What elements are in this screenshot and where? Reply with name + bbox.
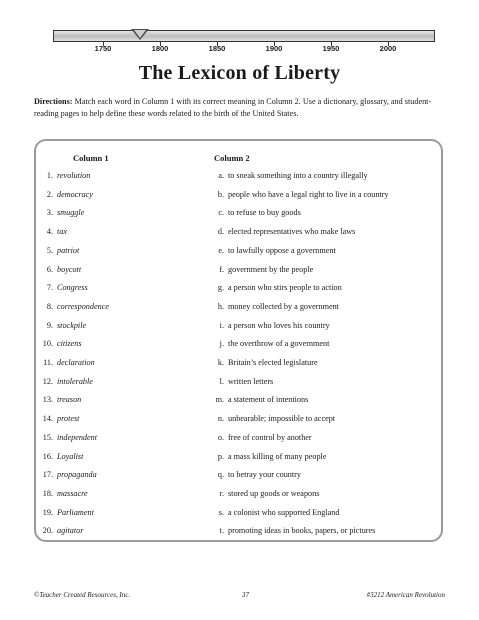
column1-item-number: 17. [42,470,53,480]
column2-item-definition: a person who stirs people to action [228,283,342,293]
column1-item [34,208,84,217]
column1-item [34,414,79,423]
column1-item-number: 18. [42,488,53,498]
column1-item-number: 16. [42,451,53,461]
column1-item [34,470,97,479]
column1-item [34,321,86,330]
timeline-year: 2000 [379,44,397,53]
column2-item-letter: n. [217,414,224,424]
column2-item [210,452,326,461]
column2-item-letter: i. [219,320,224,330]
column2-item-letter: h. [217,301,224,311]
directions-label: Directions: [34,97,73,106]
column2-item [210,339,329,348]
column1-item-word: massacre [57,488,88,498]
column1-item-number: 13. [42,395,53,405]
column2-item [210,246,336,255]
column1-item [34,339,82,348]
column1-item-word: protest [57,414,80,424]
column2-item-letter: g. [217,283,224,293]
column1-item-word: democracy [57,189,93,199]
timeline-bar [53,30,435,42]
column2-item [210,302,339,311]
column1-item [34,526,83,535]
footer [34,591,445,603]
column1-item-word: independent [57,432,98,442]
timeline-year: 1900 [265,44,283,53]
column1-item [34,246,79,255]
column2-item [210,227,355,236]
footer-publisher: ©Teacher Created Resources, Inc. [34,591,131,599]
column1-item-word: propaganda [57,470,97,480]
column2-item-definition: free of control by another [228,432,312,442]
column1-item [34,377,93,386]
timeline-year: 1800 [151,44,169,53]
directions-text: Match each word in Column 1 with its correct meaning in Column 2. Use a dictionary, glossary, and student-reading pages to help define these words related to the birth of the United States. [34,97,432,118]
column2-item [210,358,318,367]
column2-item-letter: o. [217,432,224,442]
column2-item [210,377,273,386]
column2-item-definition: to betray your country [228,470,301,480]
column2-item-definition: people who have a legal right to live in a country [228,189,389,199]
column2-item-definition: to sneak something into a country illegally [228,171,368,180]
column1-item [34,190,93,199]
column2-item-definition: elected representatives who make laws [228,227,356,237]
column2-item-definition: to lawfully oppose a government [228,245,336,255]
column1-item [34,302,109,311]
column1-item [34,452,83,461]
column2-item [210,489,319,498]
column1-item-number: 3. [46,208,53,218]
column2-item-letter: b. [217,189,224,199]
column1-item-number: 19. [42,507,53,517]
column2-item-letter: d. [217,227,224,237]
column2-item-definition: to refuse to buy goods [228,208,301,218]
column2-item [210,265,313,274]
column2-item [210,508,339,517]
column2-item [210,470,301,479]
column1-item-word: Loyalist [57,451,84,461]
column2-item-letter: c. [218,208,224,218]
column2-item-definition: a mass killing of many people [228,451,327,461]
column2-item-definition: unbearable; impossible to accept [228,414,336,424]
column1-item [34,227,67,236]
column2-item-definition: money collected by a government [228,301,339,311]
column1-item [34,265,81,274]
column1-item-number: 8. [46,301,53,311]
column2-item [210,526,375,535]
column1-heading: Column 1 [73,153,109,163]
column1-item-number: 15. [42,432,53,442]
timeline [53,30,435,54]
column1-item-number: 20. [42,526,53,536]
column2-item-letter: a. [218,171,224,180]
column2-heading: Column 2 [214,153,250,163]
column2-item-definition: a statement of intentions [228,395,309,405]
column2-item [210,190,389,199]
column2-item-definition: stored up goods or weapons [228,488,320,498]
column2-item-definition: Britain’s elected legislature [228,358,318,367]
column1-item-word: treason [57,395,82,405]
column1-item-word: intolerable [57,376,93,386]
column1-item [34,508,94,517]
column1-item [34,489,88,498]
column2-item [210,395,308,404]
column1-item-number: 7. [46,283,53,293]
column2-item [210,321,330,330]
column1-item-number: 1. [46,171,53,180]
column2-item-definition: written letters [228,376,274,386]
column1-item-number: 2. [46,189,53,199]
column2-item-letter: m. [215,395,224,405]
column2-item [210,414,335,423]
column2-item-letter: r. [219,488,224,498]
column1-item-number: 11. [43,358,53,367]
directions [34,96,454,120]
column1-item-number: 14. [42,414,53,424]
column1-item [34,395,81,404]
column2-item [210,208,301,217]
column2-item-letter: j. [219,339,224,349]
timeline-year: 1950 [322,44,340,53]
column2-item-definition: government by the people [228,264,314,274]
timeline-year: 1750 [94,44,112,53]
column1-item [34,171,90,180]
column2-item-definition: a colonist who supported England [228,507,340,517]
column2-item-letter: p. [217,451,224,461]
column1-item-word: tax [57,227,68,237]
column1-item-word: revolution [57,171,91,180]
column1-item-number: 5. [46,245,53,255]
column2-item [210,433,312,442]
column2-item-letter: k. [217,358,224,367]
timeline-year: 1850 [208,44,226,53]
column1-item-number: 4. [46,227,53,237]
column2-item-definition: promoting ideas in books, papers, or pictures [228,526,376,536]
column1-item [34,433,97,442]
column2-item-letter: t. [219,526,224,536]
column2-item-letter: s. [218,507,224,517]
column2-item [210,283,342,292]
column1-item-number: 10. [42,339,53,349]
column2-item-letter: e. [218,245,224,255]
footer-page-number: 37 [242,591,249,599]
page-title: The Lexicon of Liberty [138,62,341,84]
column2-item-definition: the overthrow of a government [228,339,330,349]
column1-item-word: stockpile [57,320,87,330]
column1-item-word: patriot [57,245,80,255]
column1-item-word: smuggle [57,208,85,218]
column2-item-letter: q. [217,470,224,480]
footer-book: #3212 American Revolution [366,591,445,599]
column1-item-word: boycott [57,264,82,274]
timeline-pointer-inner [134,30,146,38]
column1-item-word: correspondence [57,301,109,311]
column1-item [34,358,95,367]
column1-item-word: Congress [57,283,88,293]
column1-item-number: 9. [46,320,53,330]
column1-item-number: 6. [46,264,53,274]
column1-item-word: agitator [57,526,84,536]
column2-item-definition: a person who loves his country [228,320,330,330]
column1-item-word: citizens [57,339,82,349]
column1-item-word: declaration [57,358,95,367]
column2-item-letter: l. [219,376,224,386]
column1-item [34,283,88,292]
column1-item-word: Parliament [57,507,94,517]
column1-item-number: 12. [42,376,53,386]
column2-item-letter: f. [219,264,224,274]
column2-item [210,171,368,180]
